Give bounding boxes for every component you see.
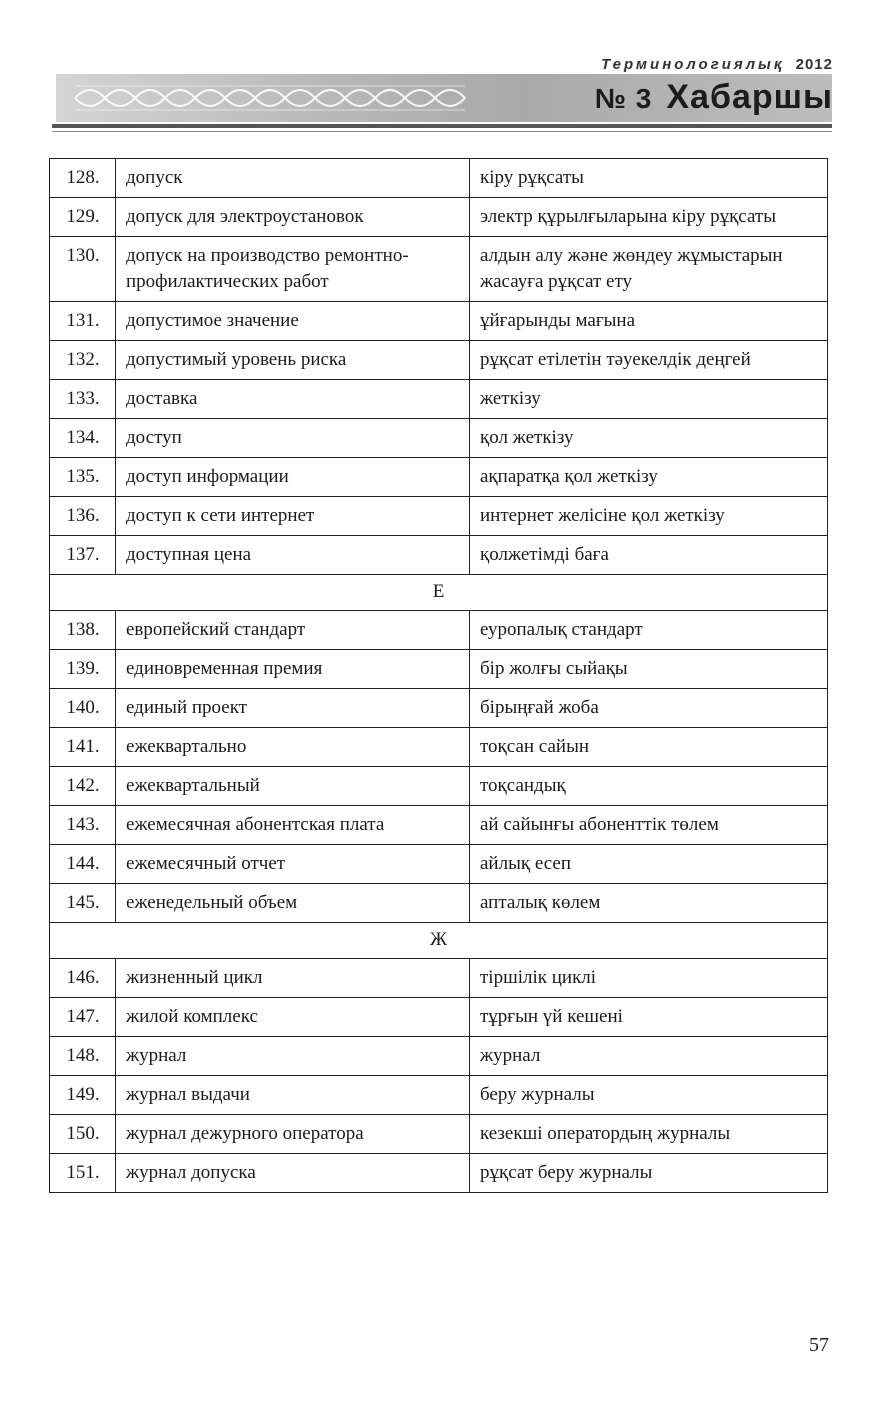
term-kazakh: апталық көлем — [470, 884, 828, 923]
term-number: 130. — [50, 237, 116, 302]
term-kazakh: электр құрылғыларына кіру рұқсаты — [470, 198, 828, 237]
term-kazakh: тоқсандық — [470, 767, 828, 806]
term-russian: допуск для электроустановок — [116, 198, 470, 237]
term-russian: ежемесячный отчет — [116, 845, 470, 884]
term-number: 145. — [50, 884, 116, 923]
table-row — [50, 159, 828, 198]
term-russian: журнал выдачи — [116, 1076, 470, 1115]
term-kazakh: айлық есеп — [470, 845, 828, 884]
term-number: 149. — [50, 1076, 116, 1115]
table-row — [50, 1076, 828, 1115]
table-row — [50, 884, 828, 923]
header-rule — [52, 124, 832, 128]
term-kazakh: тіршілік циклі — [470, 959, 828, 998]
term-number: 131. — [50, 302, 116, 341]
term-kazakh: ақпаратқа қол жеткізу — [470, 458, 828, 497]
section-letter: Е — [50, 575, 828, 611]
term-kazakh: журнал — [470, 1037, 828, 1076]
table-row — [50, 806, 828, 845]
term-number: 133. — [50, 380, 116, 419]
term-kazakh: бірыңғай жоба — [470, 689, 828, 728]
term-russian: доступная цена — [116, 536, 470, 575]
term-number: 128. — [50, 159, 116, 198]
term-number: 137. — [50, 536, 116, 575]
issue-title — [595, 78, 833, 117]
table-row — [50, 1115, 828, 1154]
journal-year: 2012 — [795, 56, 833, 73]
table-row — [50, 341, 828, 380]
term-russian: единый проект — [116, 689, 470, 728]
table-row — [50, 611, 828, 650]
ornament-pattern-icon — [70, 76, 470, 120]
table-row — [50, 1037, 828, 1076]
term-russian: допуск на производство ремонтно-профилактических работ — [116, 237, 470, 302]
term-kazakh: кезекші оператордың журналы — [470, 1115, 828, 1154]
term-number: 150. — [50, 1115, 116, 1154]
journal-name: Терминологиялық — [601, 56, 785, 73]
table-row — [50, 237, 828, 302]
table-row — [50, 536, 828, 575]
term-kazakh: еуропалық стандарт — [470, 611, 828, 650]
section-header-row — [50, 923, 828, 959]
term-number: 143. — [50, 806, 116, 845]
table-row — [50, 998, 828, 1037]
term-kazakh: кіру рұқсаты — [470, 159, 828, 198]
term-number: 135. — [50, 458, 116, 497]
term-russian: ежемесячная абонентская плата — [116, 806, 470, 845]
term-number: 148. — [50, 1037, 116, 1076]
term-number: 132. — [50, 341, 116, 380]
term-russian: еженедельный объем — [116, 884, 470, 923]
page-header — [0, 0, 881, 140]
journal-title: Хабаршы — [666, 78, 833, 116]
table-row — [50, 650, 828, 689]
table-row — [50, 689, 828, 728]
term-russian: допуск — [116, 159, 470, 198]
term-number: 151. — [50, 1154, 116, 1193]
table-row — [50, 419, 828, 458]
term-russian: допустимый уровень риска — [116, 341, 470, 380]
term-kazakh: тоқсан сайын — [470, 728, 828, 767]
term-number: 134. — [50, 419, 116, 458]
term-kazakh: алдын алу және жөндеу жұмыстарын жасауға рұқсат ету — [470, 237, 828, 302]
term-russian: ежеквартально — [116, 728, 470, 767]
term-russian: доставка — [116, 380, 470, 419]
term-russian: допустимое значение — [116, 302, 470, 341]
table-row — [50, 458, 828, 497]
table-row — [50, 198, 828, 237]
term-kazakh: ай сайынғы абоненттік төлем — [470, 806, 828, 845]
term-number: 141. — [50, 728, 116, 767]
term-kazakh: қолжетімді баға — [470, 536, 828, 575]
section-letter: Ж — [50, 923, 828, 959]
table-row — [50, 497, 828, 536]
term-russian: жилой комплекс — [116, 998, 470, 1037]
term-russian: журнал — [116, 1037, 470, 1076]
term-russian: доступ к сети интернет — [116, 497, 470, 536]
term-russian: европейский стандарт — [116, 611, 470, 650]
term-russian: жизненный цикл — [116, 959, 470, 998]
page-number: 57 — [809, 1334, 829, 1356]
table-row — [50, 1154, 828, 1193]
issue-number: № 3 — [594, 83, 653, 114]
table-row — [50, 959, 828, 998]
term-russian: журнал допуска — [116, 1154, 470, 1193]
table-row — [50, 380, 828, 419]
term-kazakh: рұқсат беру журналы — [470, 1154, 828, 1193]
term-kazakh: интернет желісіне қол жеткізу — [470, 497, 828, 536]
term-number: 139. — [50, 650, 116, 689]
term-number: 140. — [50, 689, 116, 728]
section-header-row — [50, 575, 828, 611]
term-kazakh: беру журналы — [470, 1076, 828, 1115]
term-number: 136. — [50, 497, 116, 536]
term-russian: единовременная премия — [116, 650, 470, 689]
terms-table — [49, 158, 828, 1193]
term-kazakh: тұрғын үй кешені — [470, 998, 828, 1037]
term-number: 144. — [50, 845, 116, 884]
table-row — [50, 767, 828, 806]
term-russian: журнал дежурного оператора — [116, 1115, 470, 1154]
term-kazakh: рұқсат етілетін тәуекелдік деңгей — [470, 341, 828, 380]
term-kazakh: қол жеткізу — [470, 419, 828, 458]
term-number: 147. — [50, 998, 116, 1037]
term-kazakh: бір жолғы сыйақы — [470, 650, 828, 689]
table-row — [50, 728, 828, 767]
journal-name-line — [601, 56, 833, 73]
term-number: 129. — [50, 198, 116, 237]
term-russian: ежеквартальный — [116, 767, 470, 806]
term-number: 142. — [50, 767, 116, 806]
header-rule-thin — [52, 131, 832, 132]
terms-table-body — [50, 159, 828, 1193]
table-row — [50, 845, 828, 884]
term-number: 146. — [50, 959, 116, 998]
term-kazakh: жеткізу — [470, 380, 828, 419]
term-russian: доступ — [116, 419, 470, 458]
term-kazakh: ұйғарынды мағына — [470, 302, 828, 341]
table-row — [50, 302, 828, 341]
term-russian: доступ информации — [116, 458, 470, 497]
term-number: 138. — [50, 611, 116, 650]
